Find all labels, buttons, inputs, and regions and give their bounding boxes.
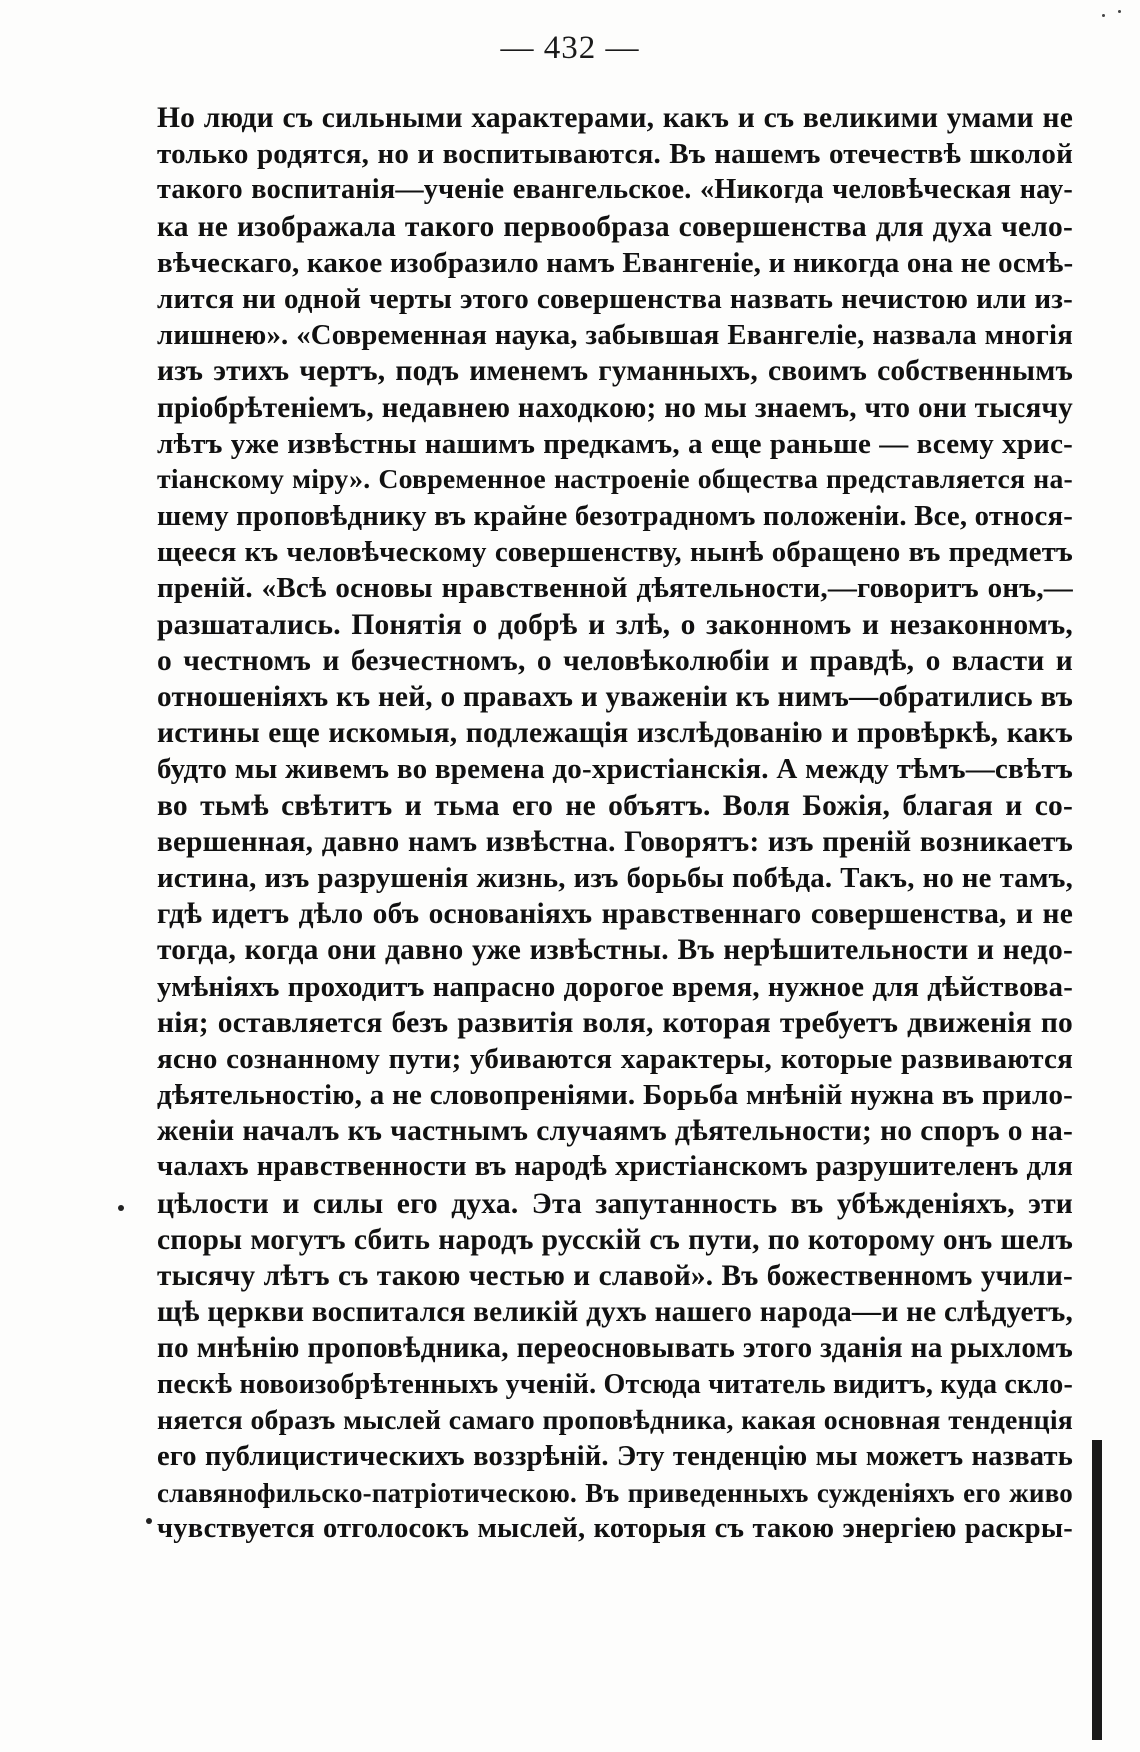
- text-line: отношеніяхъ къ ней, о правахъ и уваженіи къ нимъ—обратились въ: [157, 681, 1073, 713]
- text-line: гдѣ идетъ дѣло объ основаніяхъ нравственнаго совершенства, и не: [157, 898, 1073, 931]
- text-line: щееся къ человѣческому совершенству, нынѣ обращено въ предметъ: [157, 536, 1073, 569]
- text-line: вѣческаго, какое изобразило намъ Евангеніе, и никогда она не осмѣ-: [157, 246, 1074, 279]
- text-line: дѣятельностію, а не словопреніями. Борьба мнѣній нужна въ прило-: [157, 1079, 1073, 1112]
- text-line: тогда, когда они давно уже извѣстны. Въ нерѣшительности и недо-: [157, 934, 1073, 967]
- text-line: споры могутъ сбить народъ русскій съ пути, по которому онъ шелъ: [157, 1223, 1073, 1256]
- text-line: нія; оставляется безъ развитія воля, которая требуетъ движенія по: [157, 1006, 1073, 1039]
- body-text: [157, 100, 1073, 1548]
- text-line: лишнею». «Современная наука, забывшая Евангеліе, назвала многія: [157, 319, 1073, 352]
- text-line: по мнѣнію проповѣдника, переосновывать этого зданія на рыхломъ: [157, 1332, 1073, 1365]
- text-line: ка не изображала такого первообраза совершенства для духа чело-: [157, 210, 1073, 243]
- text-line: умѣніяхъ проходитъ напрасно дорогое время, нужное для дѣйствова-: [157, 970, 1073, 1003]
- text-line: вершенная, давно намъ извѣстна. Говорятъ: изъ преній возникаетъ: [157, 825, 1073, 858]
- text-line: преній. «Всѣ основы нравственной дѣятельности,—говоритъ онъ,—: [157, 572, 1073, 605]
- text-line: чалахъ нравственности въ народѣ христіанскомъ разрушителенъ для: [157, 1151, 1073, 1183]
- text-line: истины еще искомыя, подлежащія изслѣдованію и провѣркѣ, какъ: [157, 717, 1073, 750]
- text-line: такого воспитанія—ученіе евангельское. «Никогда человѣческая нау-: [157, 174, 1073, 206]
- margin-dot: [118, 1205, 124, 1211]
- text-line: только родятся, но и воспитываются. Въ нашемъ отечествѣ школой: [157, 138, 1073, 171]
- text-line: будто мы живемъ во времена до-христіанскія. А между тѣмъ—свѣтъ: [157, 753, 1073, 786]
- text-line: щѣ церкви воспитался великій духъ нашего народа—и не слѣдуетъ,: [157, 1296, 1073, 1329]
- text-line: женіи началъ къ частнымъ случаямъ дѣятельности; но споръ о на-: [157, 1115, 1073, 1148]
- scan-speck: [1118, 10, 1121, 13]
- text-line: ясно сознанному пути; убиваются характеры, которые развиваются: [157, 1042, 1073, 1075]
- text-line: славянофильско-патріотическою. Въ приведенныхъ сужденіяхъ его живо: [157, 1478, 1073, 1509]
- scan-edge-shadow: [1092, 1440, 1102, 1740]
- text-line: чувствуется отголосокъ мыслей, которыя съ такою энергіею раскры-: [157, 1513, 1073, 1545]
- page-number: — 432 —: [500, 30, 640, 66]
- text-line: шему проповѣднику въ крайне безотрадномъ положеніи. Все, относя-: [157, 500, 1073, 533]
- text-line: тысячу лѣтъ съ такою честью и славой». Въ божественномъ учили-: [157, 1260, 1073, 1292]
- text-line: о честномъ и безчестномъ, о человѣколюбіи и правдѣ, о власти и: [157, 644, 1073, 677]
- text-line: пескѣ новоизобрѣтенныхъ ученій. Отсюда читатель видитъ, куда скло-: [157, 1368, 1073, 1400]
- text-line: тіанскому міру». Современное настроеніе общества представляется на-: [157, 463, 1073, 495]
- text-line: его публицистическихъ воззрѣній. Эту тенденцію мы можетъ назвать: [157, 1440, 1073, 1472]
- text-line: во тьмѣ свѣтитъ и тьма его не объятъ. Воля Божія, благая и со-: [157, 789, 1073, 822]
- text-line: лѣтъ уже извѣстны нашимъ предкамъ, а еще раньше — всему хрис-: [157, 427, 1073, 460]
- margin-dot: [146, 1518, 152, 1524]
- text-line: Но люди съ сильными характерами, какъ и съ великими умами не: [157, 102, 1073, 134]
- text-line: истина, изъ разрушенія жизнь, изъ борьбы побѣда. Такъ, но не тамъ,: [157, 861, 1073, 894]
- text-line: изъ этихъ чертъ, подъ именемъ гуманныхъ, своимъ собственнымъ: [157, 355, 1073, 388]
- text-line: цѣлости и силы его духа. Эта запутанность въ убѣжденіяхъ, эти: [157, 1187, 1073, 1220]
- scan-speck: [1102, 14, 1105, 17]
- text-line: лится ни одной черты этого совершенства назвать нечистою или из-: [157, 282, 1073, 315]
- text-line: няется образъ мыслей самаго проповѣдника, какая основная тенденція: [157, 1404, 1073, 1436]
- text-line: разшатались. Понятія о добрѣ и злѣ, о законномъ и незаконномъ,: [157, 608, 1073, 641]
- text-line: пріобрѣтеніемъ, недавнею находкою; но мы знаемъ, что они тысячу: [157, 391, 1073, 424]
